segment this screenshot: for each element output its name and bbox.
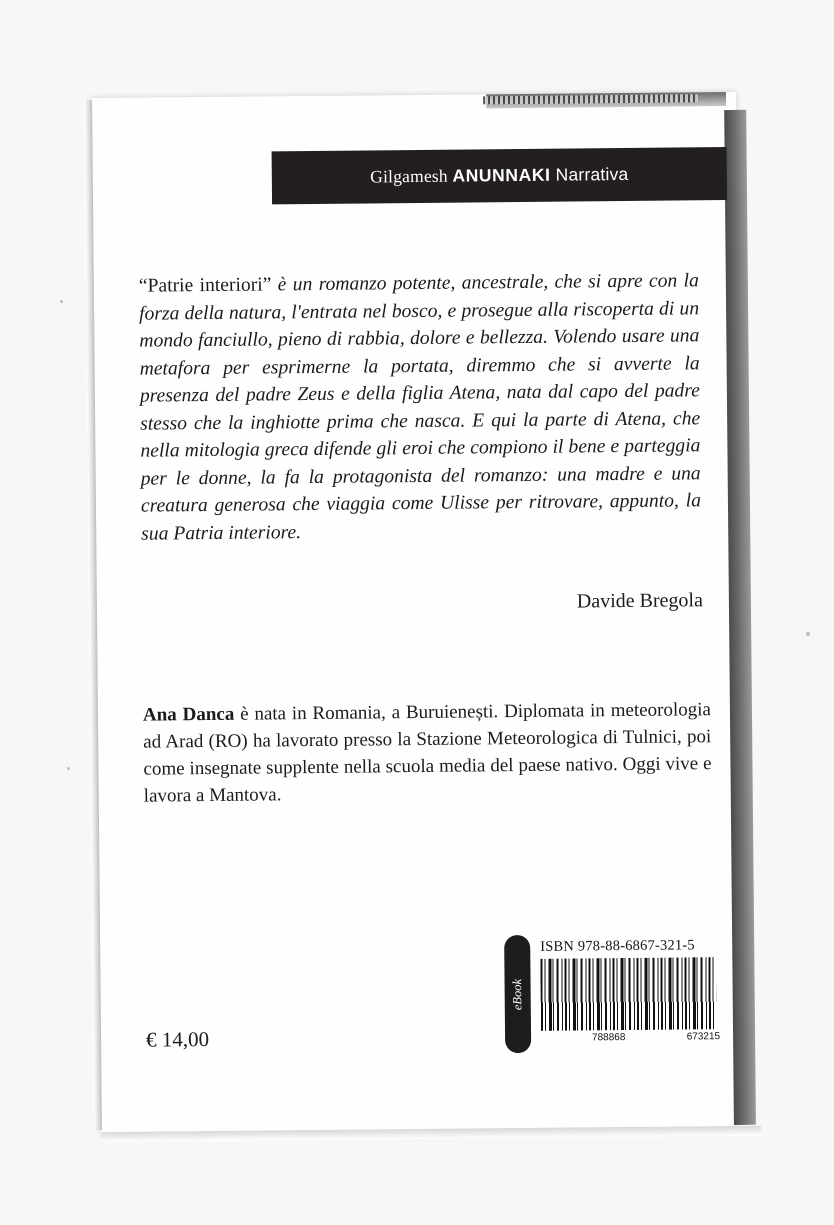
price-label: € 14,00 [145,1027,210,1052]
page-left-edge [84,100,102,1130]
ebook-tab [504,935,592,1053]
page-bottom-edge [101,1126,761,1142]
ebook-tab-label [510,935,592,1053]
blurb-body: è un romanzo potente, ancestrale, che si apre con la forza della natura, l'entrata nel bosco, e prosegue alla riscoperta di un mondo fanciullo, pieno di rabbia, dolore e bellezza. Volendo usare una metafora per esprimerne la portata, diremmo che si avverte la presenza del padre Zeus e della figlia Atena, nata dal capo del padre stesso che la inghiotte prima che nasca. E qui la parte di Atena, che nella mitologia greca difende gli eroi che compiono il bene e parteggia per le donne, la fa la protagonista del romanzo: una madre e una creatura generosa che viaggia come Ulisse per ritrovare, appunto, la sua Patria interiore. [139,270,702,545]
barcode-image [540,957,717,1031]
book-back-cover [91,92,746,1133]
book-spine [724,110,756,1125]
scan-speck [806,632,810,636]
scan-speck [67,767,70,770]
ebook-tab-prefix: anche in [549,1033,592,1048]
imprint-label [370,164,628,187]
barcode-digit-group-1: 788868 [591,1032,626,1044]
imprint-gilgamesh: Gilgamesh [370,165,453,187]
barcode-block [504,937,721,1048]
spine-top-hatch [483,94,698,104]
author-bio-text: è nata in Romania, a Buruienești. Diplomata in meteorologia ad Arad (RO) ha lavorato presso la Stazione Meteorologica di Tulnici, poi come insegnate supplente nella scuola media del paese nativo. Oggi vive e lavora a Mantova. [143,699,712,807]
spine-top-cap [486,92,726,108]
blurb-text [139,267,702,548]
imprint-anunnaki: ANUNNAKI [452,164,551,186]
author-bio [143,697,712,810]
imprint-narrativa: Narrativa [550,163,629,185]
isbn-label: ISBN 978-88-6867-321-5 [540,937,695,955]
scan-speck [60,300,63,303]
blurb-attribution: Davide Bregola [576,589,704,613]
author-name: Ana Danca [142,703,235,726]
imprint-band [272,147,727,204]
barcode-digit-group-2: 673215 [686,1031,721,1043]
ebook-tab-word: eBook [510,978,525,1011]
blurb-quoted-title: “Patrie interiori” [138,274,272,297]
